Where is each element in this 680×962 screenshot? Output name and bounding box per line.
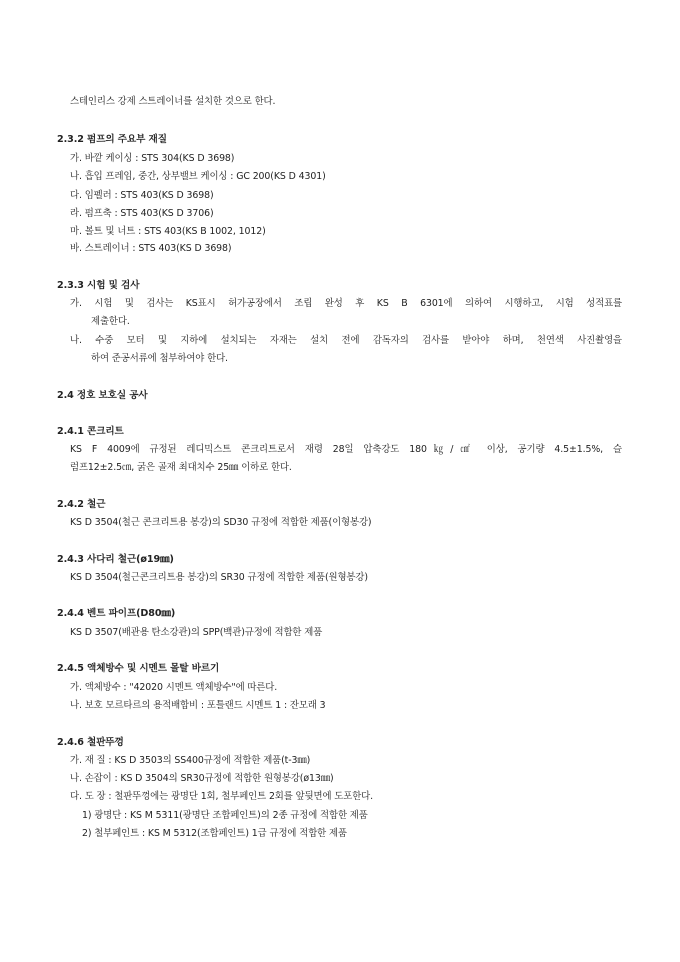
body-text: KS D 3504(철근콘크리트용 봉강)의 SR30 규정에 적합한 제품(원형봉강) — [70, 572, 368, 583]
body-text: KS D 3507(배관용 탄소강관)의 SPP(백관)규정에 적합한 제품 — [70, 627, 323, 638]
list-item: 가. 바깥 케이싱 : STS 304(KS D 3698) — [70, 153, 235, 164]
list-item: 나. 수중 모터 및 지하에 설치되는 자재는 설치 전에 감독자의 검사를 받아야 하며, 천연색 사진촬영을 — [70, 335, 622, 346]
list-item: 나. 흡입 프레임, 중간, 상부밸브 케이싱 : GC 200(KS D 4301) — [70, 171, 326, 182]
list-item: 바. 스트레이너 : STS 403(KS D 3698) — [70, 243, 232, 254]
list-item: 다. 도 장 : 철판뚜껑에는 광명단 1회, 철부페인트 2회를 앞뒷면에 도포한다. — [70, 791, 374, 802]
section-heading: 2.4.2 철근 — [57, 499, 106, 510]
list-item: 다. 임펠러 : STS 403(KS D 3698) — [70, 190, 214, 201]
list-item: 가. 액체방수 : "42020 시멘트 액체방수"에 따른다. — [70, 682, 278, 693]
section-heading: 2.3.2 펌프의 주요부 재질 — [57, 134, 167, 145]
section-heading: 2.4.5 액체방수 및 시멘트 몰탈 바르기 — [57, 663, 220, 674]
body-text: 럼프12±2.5㎝, 굵은 골재 최대치수 25㎜ 이하로 한다. — [70, 462, 292, 473]
list-item: 나. 손잡이 : KS D 3504의 SR30규정에 적합한 원형봉강(ø13㎜) — [70, 773, 334, 784]
body-text: 스테인리스 강제 스트레이너를 설치한 것으로 한다. — [70, 96, 276, 107]
list-item-continuation: 하여 준공서류에 첨부하여야 한다. — [91, 353, 228, 364]
body-text: KS D 3504(철근 콘크리트용 봉강)의 SD30 규정에 적합한 제품(이형봉강) — [70, 517, 372, 528]
list-item: 나. 보호 모르타르의 용적배합비 : 포틀랜드 시멘트 1 : 잔모래 3 — [70, 700, 326, 711]
body-text: KS F 4009에 규정된 레디믹스트 콘크리트로서 재령 28일 압축강도 180㎏/㎠ 이상, 공기량 4.5±1.5%, 슬 — [70, 444, 622, 455]
list-item: 가. 재 질 : KS D 3503의 SS400규정에 적합한 제품(t-3㎜) — [70, 755, 311, 766]
sub-list-item: 2) 철부페인트 : KS M 5312(조합페인트) 1급 규정에 적합한 제품 — [82, 828, 347, 839]
sub-list-item: 1) 광명단 : KS M 5311(광명단 조합페인트)의 2종 규정에 적합한 제품 — [82, 810, 368, 821]
section-heading: 2.4.6 철판뚜껑 — [57, 737, 124, 748]
list-item-continuation: 제출한다. — [91, 316, 130, 327]
list-item: 라. 펌프축 : STS 403(KS D 3706) — [70, 208, 214, 219]
section-heading: 2.4.4 벤트 파이프(D80㎜) — [57, 608, 176, 619]
section-heading: 2.4 정호 보호실 공사 — [57, 390, 148, 401]
section-heading: 2.4.1 콘크리트 — [57, 426, 124, 437]
section-heading: 2.3.3 시험 및 검사 — [57, 280, 140, 291]
section-heading: 2.4.3 사다리 철근(ø19㎜) — [57, 554, 174, 565]
list-item: 가. 시험 및 검사는 KS표시 허가공장에서 조립 완성 후 KS B 6301에 의하여 시행하고, 시험 성적표를 — [70, 298, 622, 309]
list-item: 마. 볼트 및 너트 : STS 403(KS B 1002, 1012) — [70, 226, 266, 237]
